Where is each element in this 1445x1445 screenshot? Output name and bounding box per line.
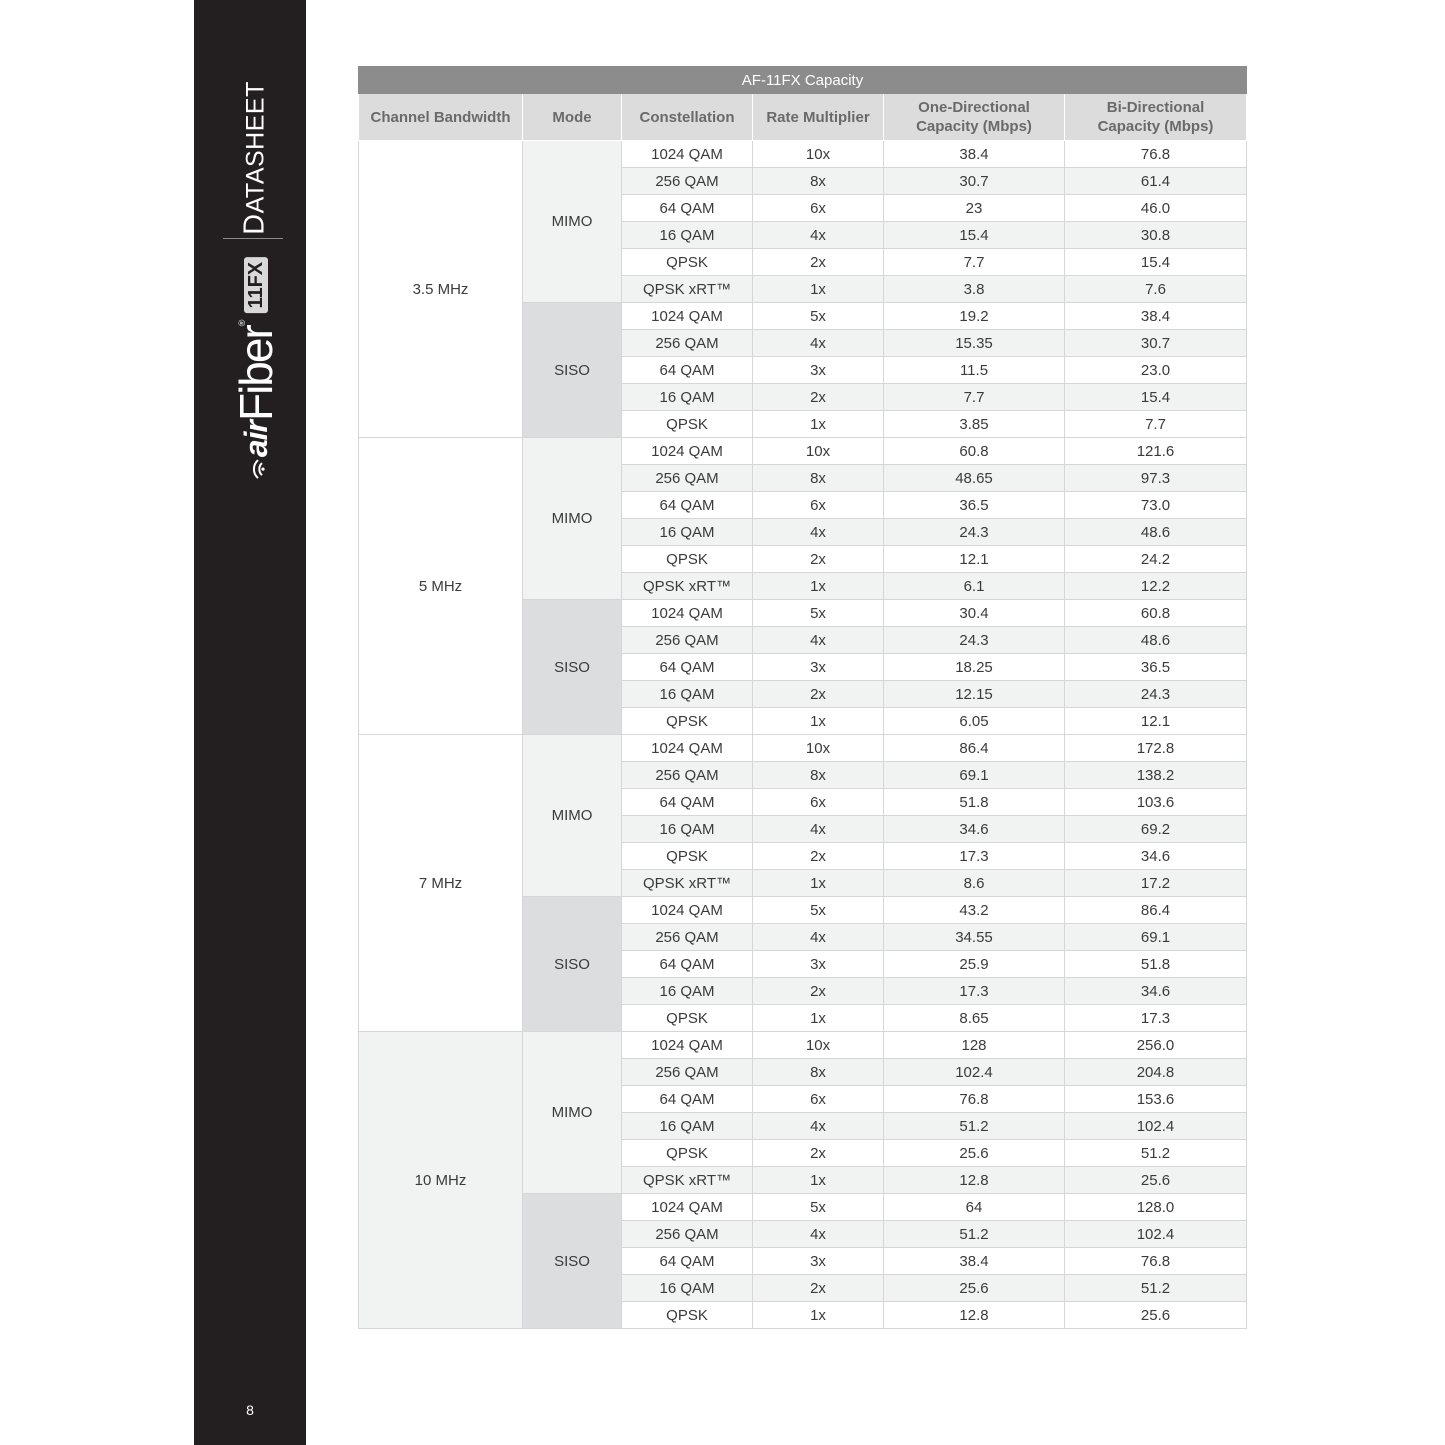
table-title-row bbox=[359, 67, 1247, 94]
table-row bbox=[359, 438, 1247, 465]
constellation-cell: 256 QAM bbox=[622, 168, 753, 195]
rate-multiplier-cell: 1x bbox=[753, 573, 884, 600]
rate-multiplier-cell: 2x bbox=[753, 1275, 884, 1302]
one-directional-cell: 6.05 bbox=[884, 708, 1065, 735]
bi-directional-cell: 36.5 bbox=[1065, 654, 1247, 681]
rate-multiplier-cell: 4x bbox=[753, 222, 884, 249]
one-directional-cell: 43.2 bbox=[884, 897, 1065, 924]
rate-multiplier-cell: 2x bbox=[753, 1140, 884, 1167]
rate-multiplier-cell: 1x bbox=[753, 276, 884, 303]
rate-multiplier-cell: 1x bbox=[753, 708, 884, 735]
bi-directional-cell: 73.0 bbox=[1065, 492, 1247, 519]
constellation-cell: QPSK xRT™ bbox=[622, 1167, 753, 1194]
one-directional-cell: 30.7 bbox=[884, 168, 1065, 195]
one-directional-cell: 51.8 bbox=[884, 789, 1065, 816]
rate-multiplier-cell: 4x bbox=[753, 519, 884, 546]
one-directional-cell: 25.6 bbox=[884, 1275, 1065, 1302]
bi-directional-cell: 30.7 bbox=[1065, 330, 1247, 357]
table-title: AF-11FX Capacity bbox=[359, 67, 1247, 94]
constellation-cell: 256 QAM bbox=[622, 762, 753, 789]
rate-multiplier-cell: 5x bbox=[753, 1194, 884, 1221]
rate-multiplier-cell: 10x bbox=[753, 141, 884, 168]
rate-multiplier-cell: 6x bbox=[753, 1086, 884, 1113]
constellation-cell: 64 QAM bbox=[622, 195, 753, 222]
rate-multiplier-cell: 5x bbox=[753, 600, 884, 627]
rate-multiplier-cell: 8x bbox=[753, 1059, 884, 1086]
table-row bbox=[359, 735, 1247, 762]
constellation-cell: QPSK bbox=[622, 411, 753, 438]
constellation-cell: 256 QAM bbox=[622, 627, 753, 654]
one-directional-cell: 86.4 bbox=[884, 735, 1065, 762]
mode-cell: MIMO bbox=[523, 735, 622, 897]
one-directional-cell: 12.15 bbox=[884, 681, 1065, 708]
bi-directional-cell: 34.6 bbox=[1065, 843, 1247, 870]
page-number: 8 bbox=[246, 1402, 254, 1418]
mode-cell: SISO bbox=[523, 600, 622, 735]
rate-multiplier-cell: 2x bbox=[753, 384, 884, 411]
constellation-cell: 256 QAM bbox=[622, 1221, 753, 1248]
table-header-row bbox=[359, 94, 1247, 141]
constellation-cell: QPSK bbox=[622, 1302, 753, 1329]
constellation-cell: 16 QAM bbox=[622, 222, 753, 249]
header-mode: Mode bbox=[523, 94, 622, 141]
rate-multiplier-cell: 2x bbox=[753, 978, 884, 1005]
constellation-cell: 64 QAM bbox=[622, 789, 753, 816]
constellation-cell: 64 QAM bbox=[622, 951, 753, 978]
rate-multiplier-cell: 2x bbox=[753, 546, 884, 573]
capacity-table bbox=[358, 66, 1247, 1329]
rate-multiplier-cell: 4x bbox=[753, 330, 884, 357]
constellation-cell: QPSK bbox=[622, 708, 753, 735]
mode-cell: MIMO bbox=[523, 438, 622, 600]
bi-directional-cell: 15.4 bbox=[1065, 249, 1247, 276]
bi-directional-cell: 51.2 bbox=[1065, 1140, 1247, 1167]
wifi-signal-icon bbox=[246, 459, 266, 479]
rate-multiplier-cell: 1x bbox=[753, 1167, 884, 1194]
one-directional-cell: 8.65 bbox=[884, 1005, 1065, 1032]
bi-directional-cell: 97.3 bbox=[1065, 465, 1247, 492]
constellation-cell: 64 QAM bbox=[622, 1248, 753, 1275]
bi-directional-cell: 153.6 bbox=[1065, 1086, 1247, 1113]
rate-multiplier-cell: 4x bbox=[753, 816, 884, 843]
constellation-cell: 64 QAM bbox=[622, 654, 753, 681]
bi-directional-cell: 69.2 bbox=[1065, 816, 1247, 843]
bi-directional-cell: 60.8 bbox=[1065, 600, 1247, 627]
header-bi-directional-line1: Bi-Directional bbox=[1106, 99, 1205, 116]
rate-multiplier-cell: 4x bbox=[753, 627, 884, 654]
constellation-cell: 64 QAM bbox=[622, 492, 753, 519]
constellation-cell: 16 QAM bbox=[622, 978, 753, 1005]
rate-multiplier-cell: 6x bbox=[753, 492, 884, 519]
constellation-cell: QPSK bbox=[622, 1005, 753, 1032]
rate-multiplier-cell: 1x bbox=[753, 1005, 884, 1032]
header-one-directional-line1: One-Directional bbox=[918, 99, 1030, 116]
one-directional-cell: 24.3 bbox=[884, 519, 1065, 546]
one-directional-cell: 51.2 bbox=[884, 1113, 1065, 1140]
header-bi-directional bbox=[1065, 94, 1247, 141]
constellation-cell: 64 QAM bbox=[622, 357, 753, 384]
mode-cell: SISO bbox=[523, 897, 622, 1032]
bi-directional-cell: 34.6 bbox=[1065, 978, 1247, 1005]
one-directional-cell: 12.8 bbox=[884, 1167, 1065, 1194]
bi-directional-cell: 23.0 bbox=[1065, 357, 1247, 384]
constellation-cell: 256 QAM bbox=[622, 330, 753, 357]
bi-directional-cell: 46.0 bbox=[1065, 195, 1247, 222]
constellation-cell: 64 QAM bbox=[622, 1086, 753, 1113]
one-directional-cell: 69.1 bbox=[884, 762, 1065, 789]
rate-multiplier-cell: 8x bbox=[753, 168, 884, 195]
constellation-cell: QPSK bbox=[622, 843, 753, 870]
one-directional-cell: 25.6 bbox=[884, 1140, 1065, 1167]
one-directional-cell: 34.6 bbox=[884, 816, 1065, 843]
mode-cell: MIMO bbox=[523, 141, 622, 303]
bi-directional-cell: 69.1 bbox=[1065, 924, 1247, 951]
constellation-cell: 16 QAM bbox=[622, 1113, 753, 1140]
mode-cell: SISO bbox=[523, 1194, 622, 1329]
logo-prefix: air bbox=[237, 421, 274, 458]
bi-directional-cell: 102.4 bbox=[1065, 1113, 1247, 1140]
one-directional-cell: 8.6 bbox=[884, 870, 1065, 897]
one-directional-cell: 60.8 bbox=[884, 438, 1065, 465]
header-one-directional bbox=[884, 94, 1065, 141]
bi-directional-cell: 256.0 bbox=[1065, 1032, 1247, 1059]
one-directional-cell: 6.1 bbox=[884, 573, 1065, 600]
bi-directional-cell: 86.4 bbox=[1065, 897, 1247, 924]
constellation-cell: QPSK xRT™ bbox=[622, 573, 753, 600]
header-rate-multiplier: Rate Multiplier bbox=[753, 94, 884, 141]
constellation-cell: 1024 QAM bbox=[622, 600, 753, 627]
one-directional-cell: 17.3 bbox=[884, 978, 1065, 1005]
one-directional-cell: 7.7 bbox=[884, 249, 1065, 276]
constellation-cell: 16 QAM bbox=[622, 519, 753, 546]
rate-multiplier-cell: 1x bbox=[753, 411, 884, 438]
bi-directional-cell: 24.2 bbox=[1065, 546, 1247, 573]
rate-multiplier-cell: 8x bbox=[753, 762, 884, 789]
rate-multiplier-cell: 10x bbox=[753, 735, 884, 762]
bi-directional-cell: 7.7 bbox=[1065, 411, 1247, 438]
one-directional-cell: 18.25 bbox=[884, 654, 1065, 681]
table-row bbox=[359, 141, 1247, 168]
one-directional-cell: 15.4 bbox=[884, 222, 1065, 249]
constellation-cell: 256 QAM bbox=[622, 465, 753, 492]
rate-multiplier-cell: 6x bbox=[753, 195, 884, 222]
bi-directional-cell: 17.3 bbox=[1065, 1005, 1247, 1032]
rate-multiplier-cell: 4x bbox=[753, 1221, 884, 1248]
bi-directional-cell: 76.8 bbox=[1065, 1248, 1247, 1275]
constellation-cell: QPSK bbox=[622, 249, 753, 276]
constellation-cell: 1024 QAM bbox=[622, 438, 753, 465]
bi-directional-cell: 24.3 bbox=[1065, 681, 1247, 708]
one-directional-cell: 3.85 bbox=[884, 411, 1065, 438]
bi-directional-cell: 48.6 bbox=[1065, 519, 1247, 546]
bi-directional-cell: 138.2 bbox=[1065, 762, 1247, 789]
one-directional-cell: 25.9 bbox=[884, 951, 1065, 978]
one-directional-cell: 15.35 bbox=[884, 330, 1065, 357]
bi-directional-cell: 128.0 bbox=[1065, 1194, 1247, 1221]
one-directional-cell: 64 bbox=[884, 1194, 1065, 1221]
one-directional-cell: 76.8 bbox=[884, 1086, 1065, 1113]
bi-directional-cell: 204.8 bbox=[1065, 1059, 1247, 1086]
one-directional-cell: 12.1 bbox=[884, 546, 1065, 573]
constellation-cell: 1024 QAM bbox=[622, 1194, 753, 1221]
constellation-cell: 1024 QAM bbox=[622, 897, 753, 924]
one-directional-cell: 36.5 bbox=[884, 492, 1065, 519]
bi-directional-cell: 76.8 bbox=[1065, 141, 1247, 168]
one-directional-cell: 7.7 bbox=[884, 384, 1065, 411]
rate-multiplier-cell: 2x bbox=[753, 249, 884, 276]
constellation-cell: 256 QAM bbox=[622, 924, 753, 951]
one-directional-cell: 128 bbox=[884, 1032, 1065, 1059]
header-bi-directional-line2: Capacity (Mbps) bbox=[1097, 118, 1214, 135]
channel-bandwidth-cell: 7 MHz bbox=[359, 735, 523, 1032]
table-body bbox=[359, 141, 1247, 1329]
bi-directional-cell: 12.2 bbox=[1065, 573, 1247, 600]
one-directional-cell: 24.3 bbox=[884, 627, 1065, 654]
one-directional-cell: 48.65 bbox=[884, 465, 1065, 492]
constellation-cell: 16 QAM bbox=[622, 384, 753, 411]
rate-multiplier-cell: 3x bbox=[753, 951, 884, 978]
bi-directional-cell: 51.8 bbox=[1065, 951, 1247, 978]
constellation-cell: 1024 QAM bbox=[622, 735, 753, 762]
one-directional-cell: 3.8 bbox=[884, 276, 1065, 303]
rate-multiplier-cell: 10x bbox=[753, 1032, 884, 1059]
rate-multiplier-cell: 3x bbox=[753, 357, 884, 384]
one-directional-cell: 102.4 bbox=[884, 1059, 1065, 1086]
bi-directional-cell: 51.2 bbox=[1065, 1275, 1247, 1302]
one-directional-cell: 11.5 bbox=[884, 357, 1065, 384]
bi-directional-cell: 7.6 bbox=[1065, 276, 1247, 303]
constellation-cell: QPSK bbox=[622, 1140, 753, 1167]
sidebar-divider bbox=[223, 238, 283, 239]
one-directional-cell: 34.55 bbox=[884, 924, 1065, 951]
rate-multiplier-cell: 1x bbox=[753, 870, 884, 897]
rate-multiplier-cell: 6x bbox=[753, 789, 884, 816]
logo-model-badge: 11FX bbox=[244, 257, 268, 314]
constellation-cell: 16 QAM bbox=[622, 681, 753, 708]
constellation-cell: 16 QAM bbox=[622, 816, 753, 843]
bi-directional-cell: 15.4 bbox=[1065, 384, 1247, 411]
constellation-cell: QPSK xRT™ bbox=[622, 870, 753, 897]
one-directional-cell: 23 bbox=[884, 195, 1065, 222]
constellation-cell: QPSK xRT™ bbox=[622, 276, 753, 303]
rate-multiplier-cell: 3x bbox=[753, 654, 884, 681]
logo-name: Fiber bbox=[230, 326, 282, 422]
mode-cell: SISO bbox=[523, 303, 622, 438]
header-constellation: Constellation bbox=[622, 94, 753, 141]
datasheet-label bbox=[239, 81, 272, 235]
rate-multiplier-cell: 1x bbox=[753, 1302, 884, 1329]
channel-bandwidth-cell: 5 MHz bbox=[359, 438, 523, 735]
one-directional-cell: 30.4 bbox=[884, 600, 1065, 627]
airfiber-logo bbox=[230, 257, 282, 479]
bi-directional-cell: 12.1 bbox=[1065, 708, 1247, 735]
bi-directional-cell: 38.4 bbox=[1065, 303, 1247, 330]
rate-multiplier-cell: 4x bbox=[753, 1113, 884, 1140]
constellation-cell: 256 QAM bbox=[622, 1059, 753, 1086]
channel-bandwidth-cell: 10 MHz bbox=[359, 1032, 523, 1329]
rate-multiplier-cell: 4x bbox=[753, 924, 884, 951]
constellation-cell: 1024 QAM bbox=[622, 303, 753, 330]
one-directional-cell: 38.4 bbox=[884, 1248, 1065, 1275]
bi-directional-cell: 25.6 bbox=[1065, 1167, 1247, 1194]
rate-multiplier-cell: 2x bbox=[753, 681, 884, 708]
bi-directional-cell: 25.6 bbox=[1065, 1302, 1247, 1329]
constellation-cell: 1024 QAM bbox=[622, 1032, 753, 1059]
one-directional-cell: 38.4 bbox=[884, 141, 1065, 168]
rate-multiplier-cell: 5x bbox=[753, 303, 884, 330]
constellation-cell: 1024 QAM bbox=[622, 141, 753, 168]
bi-directional-cell: 30.8 bbox=[1065, 222, 1247, 249]
bi-directional-cell: 103.6 bbox=[1065, 789, 1247, 816]
rate-multiplier-cell: 2x bbox=[753, 843, 884, 870]
rate-multiplier-cell: 5x bbox=[753, 897, 884, 924]
rate-multiplier-cell: 10x bbox=[753, 438, 884, 465]
bi-directional-cell: 48.6 bbox=[1065, 627, 1247, 654]
constellation-cell: 16 QAM bbox=[622, 1275, 753, 1302]
channel-bandwidth-cell: 3.5 MHz bbox=[359, 141, 523, 438]
rate-multiplier-cell: 3x bbox=[753, 1248, 884, 1275]
rate-multiplier-cell: 8x bbox=[753, 465, 884, 492]
bi-directional-cell: 17.2 bbox=[1065, 870, 1247, 897]
bi-directional-cell: 102.4 bbox=[1065, 1221, 1247, 1248]
header-channel-bandwidth: Channel Bandwidth bbox=[359, 94, 523, 141]
header-one-directional-line2: Capacity (Mbps) bbox=[916, 118, 1032, 135]
one-directional-cell: 17.3 bbox=[884, 843, 1065, 870]
bi-directional-cell: 121.6 bbox=[1065, 438, 1247, 465]
constellation-cell: QPSK bbox=[622, 546, 753, 573]
logo-registered-mark: ® bbox=[237, 319, 247, 327]
mode-cell: MIMO bbox=[523, 1032, 622, 1194]
bi-directional-cell: 172.8 bbox=[1065, 735, 1247, 762]
one-directional-cell: 19.2 bbox=[884, 303, 1065, 330]
datasheet-text: DATASHEET bbox=[238, 81, 271, 235]
one-directional-cell: 12.8 bbox=[884, 1302, 1065, 1329]
table-row bbox=[359, 1032, 1247, 1059]
one-directional-cell: 51.2 bbox=[884, 1221, 1065, 1248]
bi-directional-cell: 61.4 bbox=[1065, 168, 1247, 195]
